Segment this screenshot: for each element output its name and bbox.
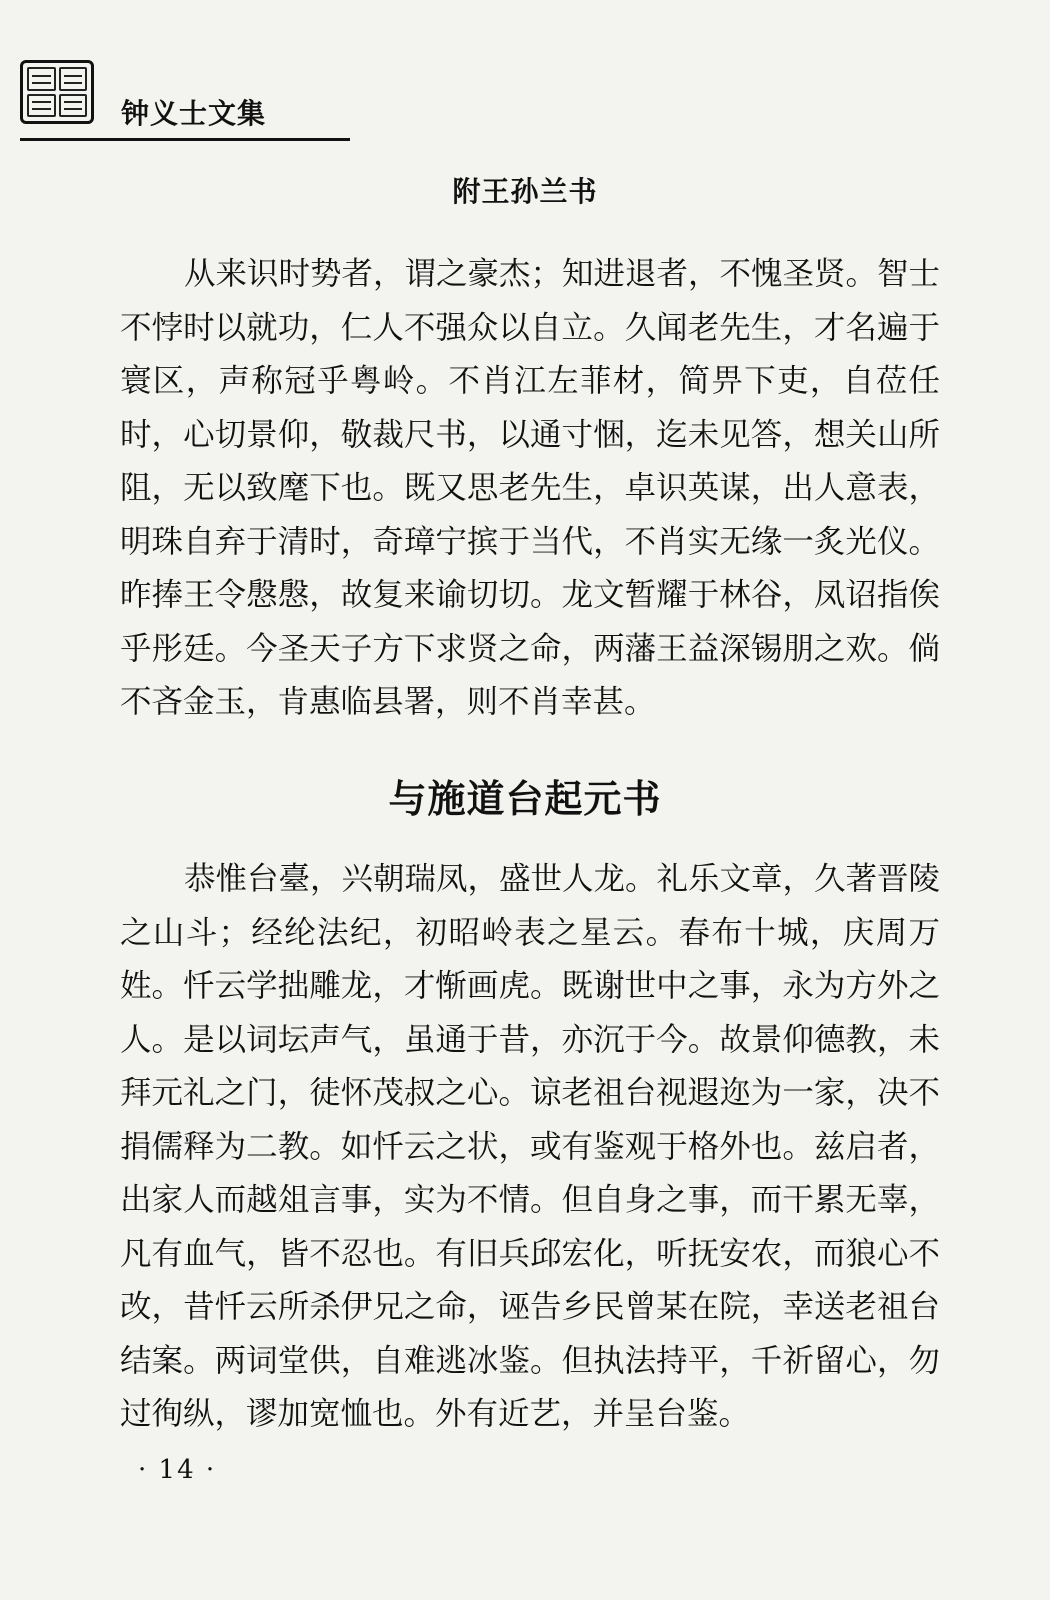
section-1-paragraph: 从来识时势者，谓之豪杰；知进退者，不愧圣贤。智士不悖时以就功，仁人不强众以自立。久闻老先生，才名遍于寰区，声称冠乎粤岭。不肖江左菲材，简畀下吏，自莅任时，心切景仰，敬裁尺书，以通寸悃，迄未见答，想关山所阻，无以致麾下也。既又思老先生，卓识英谋，出人意表，明珠自弃于清时，奇璋宁摈于当代，不肖实无缘一炙光仪。昨捧王令慇慇，故复来谕切切。龙文暂耀于林谷，凤诏指俟乎彤廷。今圣天子方下求贤之命，两藩王益深锡朋之欢。倘不吝金玉，肯惠临县署，则不肖幸甚。 <box>120 256 941 720</box>
section-title-1: 附王孙兰书 <box>452 175 598 208</box>
section-2-paragraph: 恭惟台臺，兴朝瑞凤，盛世人龙。礼乐文章，久著晋陵之山斗；经纶法纪，初昭岭表之星云。春布十城，庆周万姓。忏云学拙雕龙，才惭画虎。既谢世中之事，永为方外之人。是以词坛声气，虽通于昔，亦沉于今。故景仰德教，未拜元礼之门，徒怀茂叔之心。谅老祖台视遐迩为一家，决不捐儒释为二教。如忏云之状，或有鉴观于格外也。兹启者，出家人而越俎言事，实为不情。但自身之事，而干累无辜，凡有血气，皆不忍也。有旧兵邱宏化，听抚安农，而狼心不改，昔忏云所杀伊兄之命，诬告乡民曾某在院，幸送老祖台结案。两词堂供，自难逃冰鉴。但执法持平，千祈留心，勿过徇纵，谬加宽恤也。外有近艺，并呈台鉴。 <box>120 861 941 1432</box>
book-title: 钟义士文集 <box>121 97 267 130</box>
seal-stamp-icon <box>20 60 94 124</box>
page-number: · 14 · <box>138 1455 217 1485</box>
header-rule <box>20 138 350 141</box>
section-title-2: 与施道台起元书 <box>388 777 662 821</box>
